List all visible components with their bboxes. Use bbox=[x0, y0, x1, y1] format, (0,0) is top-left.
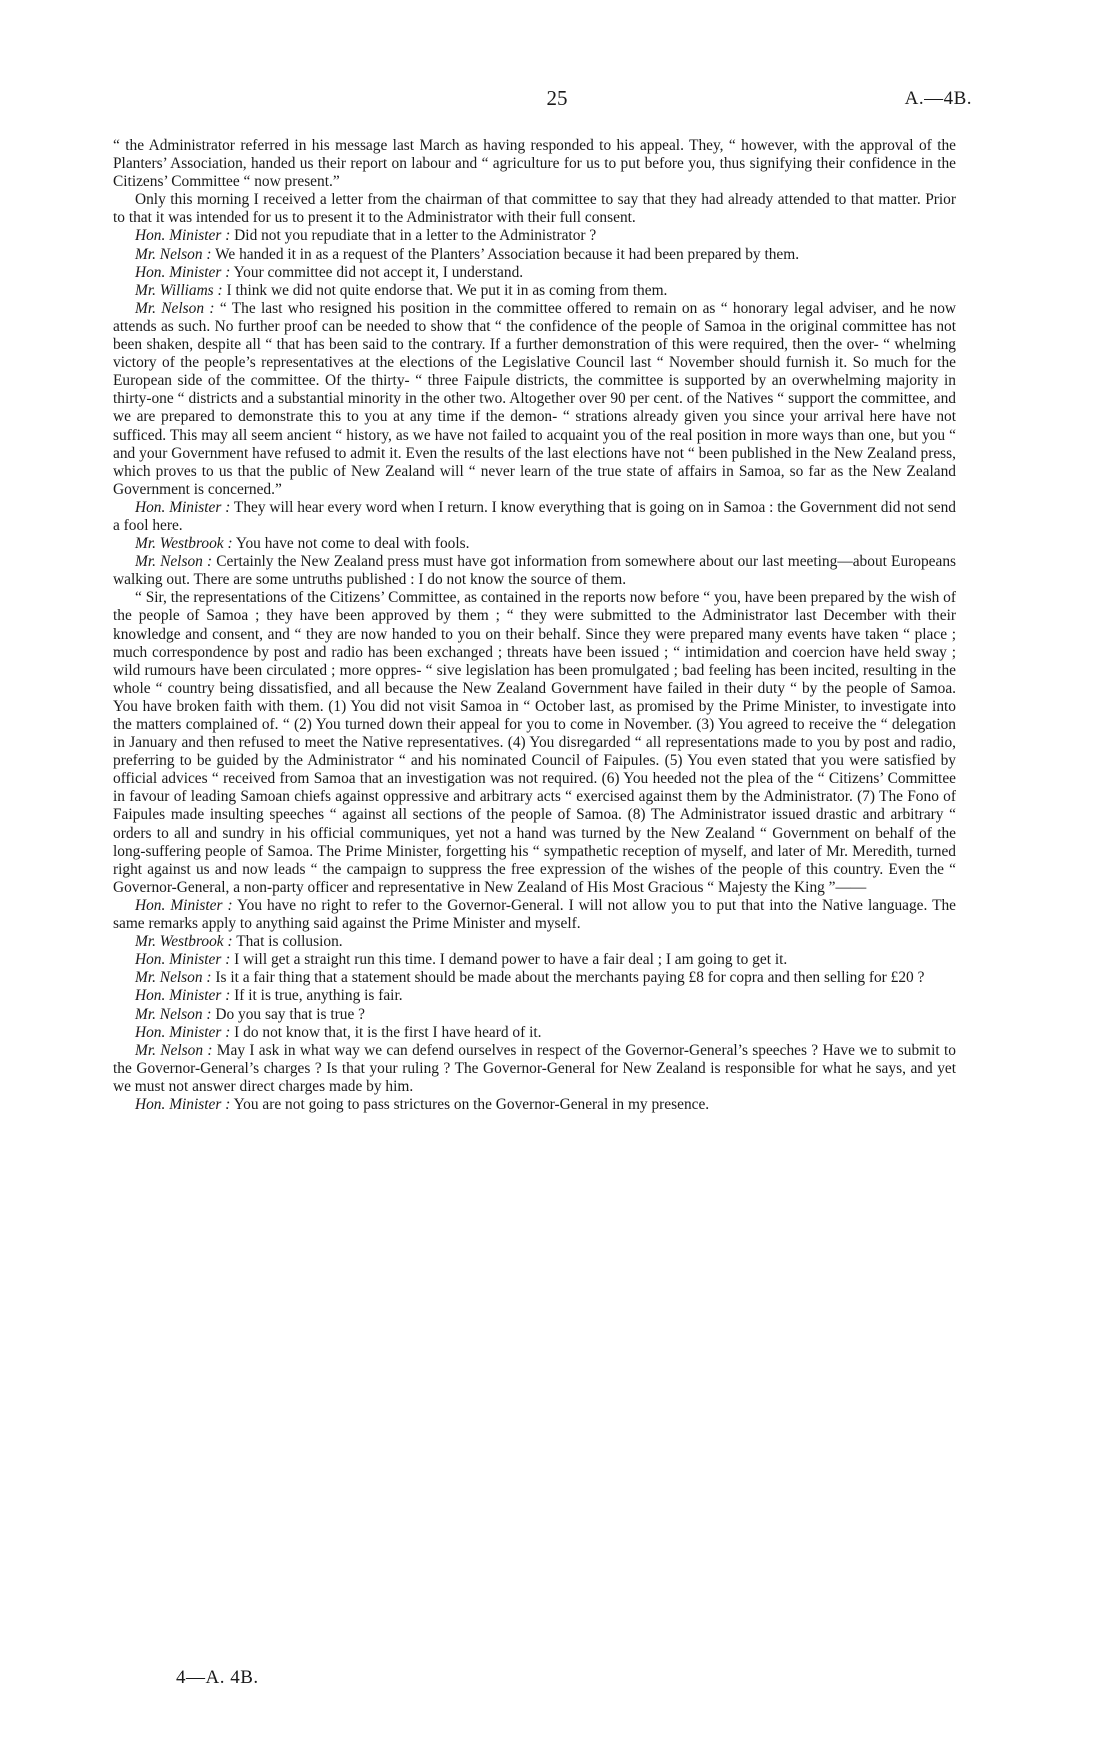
paragraph-text: You have no right to refer to the Governor-General. I will not allow you to put that into the Native language. The same remarks apply to anything said against the Prime Minister and myself. bbox=[113, 896, 957, 933]
paragraph-text: Do you say that is true ? bbox=[211, 1005, 365, 1023]
paragraph-text: “ Sir, the representations of the Citizens’ Committee, as contained in the reports now before “ you, have been prepared by the wish of the people of Samoa ; they have been approved by them ; “ they were submitted to the Administrator last December with their knowledge and consent, and “ they are now handed to you on their behalf. Since they were prepared many events have taken “ place ; much correspondence by post and radio has been exchanged ; threats have been issued ; “ intimidation and coercion have held sway ; wild rumours have been circulated ; more oppres- “ sive legislation has been promulgated ; bad feeling has been incited, resulting in the whole “ country being dissatisfied, and all because the New Zealand Government have failed in their duty “ by the people of Samoa. You have broken faith with them. (1) You did not visit Samoa in “ October last, as promised by the Prime Minister, to investigate into the matters complained of. “ (2) You turned down their appeal for you to come in November. (3) You agreed to receive the “ delegation in January and then refused to meet the Native representatives. (4) You disregarded “ all representations made to you by post and radio, preferring to be guided by the Administrator “ and his nominated Council of Faipules. (5) You even stated that you were satisfied by official advices “ received from Samoa that an investigation was not required. (6) You heeded not the plea of the “ Citizens’ Committee in favour of leading Samoan chiefs against oppressive and arbitrary acts “ exercised against them by the Administrator. (7) The Fono of Faipules made insulting speeches “ against all sections of the people of Samoa. (8) The Administrator issued drastic and arbitrary “ orders to all and sundry in his official communiques, yet not a hand was turned by the New Zealand “ Government on behalf of the long-suffering people of Samoa. The Prime Minister, forgetting his “ sympathetic reception of myself, and later of Mr. Meredith, turned right against us and now leads “ the campaign to suppress the free expression of the wishes of the people of this country. Even the “ Governor-General, a non-party officer and representative in New Zealand of His Most Gracious “ Majesty the King ”—— bbox=[113, 589, 956, 896]
speaker-label: Hon. Minister : bbox=[135, 498, 231, 516]
paragraph bbox=[113, 499, 956, 535]
paragraph bbox=[113, 137, 956, 191]
paragraph-text: Is it a fair thing that a statement should be made about the merchants paying £8 for copra and then selling for £20 ? bbox=[211, 969, 925, 987]
page-number: 25 bbox=[546, 86, 568, 110]
paragraph-text: I think we did not quite endorse that. We put it in as coming from them. bbox=[222, 281, 668, 299]
speaker-label: Hon. Minister : bbox=[135, 1023, 231, 1041]
paragraph-text: You have not come to deal with fools. bbox=[232, 535, 470, 553]
body-text bbox=[113, 137, 956, 1114]
document-reference: A.—4B. bbox=[904, 88, 972, 109]
speaker-label: Hon. Minister : bbox=[135, 227, 231, 245]
paragraph bbox=[113, 1042, 956, 1096]
speaker-label: Hon. Minister : bbox=[135, 1095, 231, 1113]
paragraph-text: You are not going to pass strictures on the Governor-General in my presence. bbox=[230, 1095, 710, 1113]
paragraph bbox=[113, 969, 956, 987]
paragraph-text: Certainly the New Zealand press must have got information from somewhere about our last meeting—about Europeans walking out. There are some untruths published : I do not know the source of them. bbox=[113, 553, 956, 589]
paragraph-text: Did not you repudiate that in a letter to the Administrator ? bbox=[230, 227, 597, 245]
speaker-label: Mr. Nelson : bbox=[135, 299, 215, 317]
speaker-label: Mr. Westbrook : bbox=[135, 535, 233, 553]
paragraph-text: We handed it in as a request of the Planters’ Association because it had been prepared by them. bbox=[211, 245, 800, 263]
paragraph bbox=[113, 1024, 956, 1042]
speaker-label: Hon. Minister : bbox=[135, 896, 233, 914]
speaker-label: Mr. Nelson : bbox=[135, 1005, 212, 1023]
paragraph bbox=[113, 987, 956, 1005]
paragraph bbox=[113, 227, 956, 245]
paragraph-text: That is collusion. bbox=[232, 933, 343, 951]
speaker-label: Mr. Westbrook : bbox=[135, 933, 233, 951]
paragraph-text: I do not know that, it is the first I have heard of it. bbox=[230, 1023, 542, 1041]
paragraph-text: They will hear every word when I return. I know everything that is going on in Samoa : the Government did not send a fool here. bbox=[113, 498, 956, 534]
paragraph bbox=[113, 282, 956, 300]
paragraph-text: Your committee did not accept it, I understand. bbox=[230, 263, 524, 281]
speaker-label: Mr. Williams : bbox=[135, 281, 223, 299]
paragraph bbox=[113, 191, 956, 227]
paragraph-text: May I ask in what way we can defend ourselves in respect of the Governor-General’s speeches ? Have we to submit to the Governor-General’s charges ? Is that your ruling ? The Governor-General for New Zealand is responsible for what he says, and yet we must not answer direct charges made by him. bbox=[113, 1041, 957, 1095]
paragraph bbox=[113, 300, 956, 499]
speaker-label: Hon. Minister : bbox=[135, 951, 231, 969]
paragraph bbox=[113, 553, 956, 589]
paragraph-text: Only this morning I received a letter from the chairman of that committee to say that they had already attended to that matter. Prior to that it was intended for us to present it to the Administrator with their full consent. bbox=[113, 191, 956, 227]
paragraph bbox=[113, 589, 956, 897]
paragraph bbox=[113, 535, 956, 553]
paragraph-text: I will get a straight run this time. I demand power to have a fair deal ; I am going to get it. bbox=[230, 951, 788, 969]
paragraph bbox=[113, 1006, 956, 1024]
paragraph-text: If it is true, anything is fair. bbox=[230, 987, 403, 1005]
paragraph-text: “ the Administrator referred in his message last March as having responded to his appeal. They, “ however, with the approval of the Planters’ Association, handed us their report on labour and “ agriculture for us to put before you, thus signifying their confidence in the Citizens’ Committee “ now present.” bbox=[113, 137, 956, 191]
paragraph bbox=[113, 951, 956, 969]
paragraph bbox=[113, 264, 956, 282]
footer-signature-ref: 4—A. 4B. bbox=[176, 1667, 259, 1688]
paragraph bbox=[113, 246, 956, 264]
speaker-label: Mr. Nelson : bbox=[135, 245, 212, 263]
paragraph bbox=[113, 1096, 956, 1114]
paragraph bbox=[113, 897, 956, 933]
speaker-label: Hon. Minister : bbox=[135, 987, 231, 1005]
speaker-label: Mr. Nelson : bbox=[135, 969, 212, 987]
speaker-label: Mr. Nelson : bbox=[135, 1041, 213, 1059]
paragraph bbox=[113, 933, 956, 951]
speaker-label: Mr. Nelson : bbox=[135, 553, 213, 571]
paragraph-text: “ The last who resigned his position in the committee offered to remain on as “ honorary legal adviser, and he now attends as such. No further proof can be needed to show that “ the confidence of the people of Samoa in the original committee has not been shaken, despite all “ that has been said to the contrary. If a further demonstration of this were required, then the over- “ whelming victory of the people’s representatives at the elections of the Legislative Council last “ November should furnish it. So much for the European side of the committee. Of the thirty- “ three Faipule districts, the committee is supported by an overwhelming majority in thirty-one “ districts and a substantial minority in the other two. Altogether over 90 per cent. of the Natives “ support the committee, and we are prepared to demonstrate this to you at any time if the demon- “ strations already given you since your arrival here have not sufficed. This may all seem ancient “ history, as we have not failed to acquaint you of the real position in more ways than one, but you “ and your Government have refused to admit it. Even the results of the last elections have not “ been published in the New Zealand press, which proves to us that the public of New Zealand will “ never learn of the true state of affairs in Samoa, so far as the New Zealand Government is concerned.” bbox=[113, 299, 956, 498]
speaker-label: Hon. Minister : bbox=[135, 263, 231, 281]
